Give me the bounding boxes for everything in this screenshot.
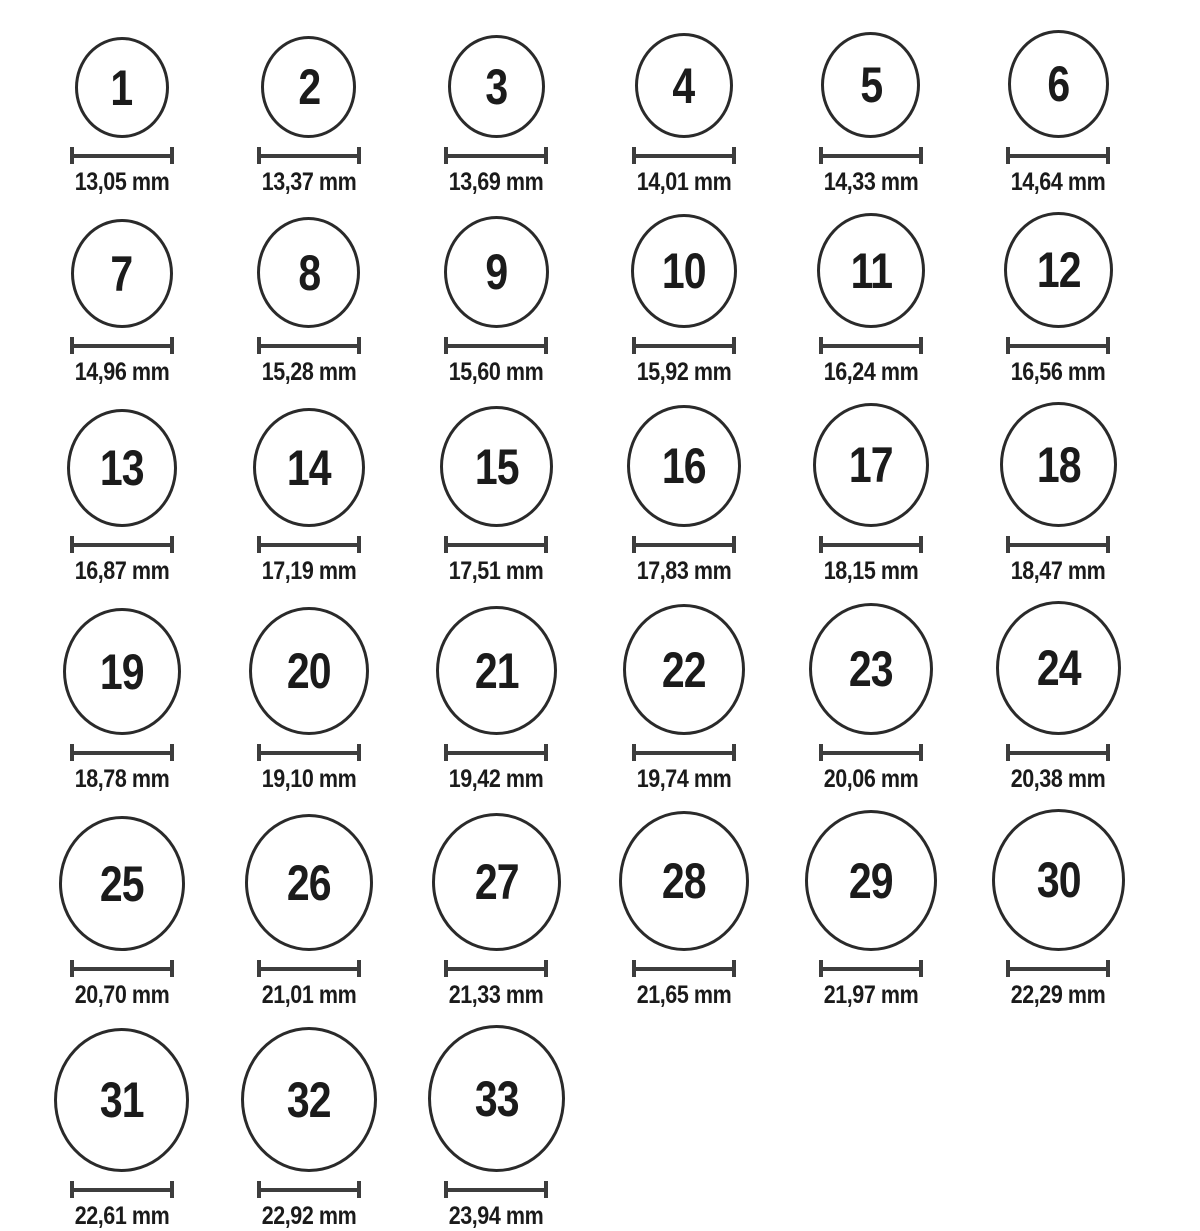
measure-cap-right xyxy=(170,1181,174,1198)
diameter-label: 13,05 mm xyxy=(74,168,169,196)
diameter-measure-line xyxy=(257,1181,361,1198)
ring-circle xyxy=(59,816,185,951)
chart-row xyxy=(28,601,1152,794)
measure-bar xyxy=(74,967,170,971)
measure-cap-right xyxy=(919,337,923,354)
ring-size-item xyxy=(629,33,739,197)
measure-bar xyxy=(823,967,919,971)
ring-size-number: 2 xyxy=(297,59,320,115)
ring-size-item xyxy=(253,408,365,586)
ring-size-item xyxy=(1000,402,1117,586)
diameter-measure-line xyxy=(1006,960,1110,977)
measure-bar xyxy=(823,751,919,755)
ring-size-item xyxy=(816,213,926,387)
diameter-label: 13,69 mm xyxy=(449,168,544,196)
ring-size-number: 15 xyxy=(474,438,519,495)
ring-size-number: 14 xyxy=(286,439,331,496)
ring-circle xyxy=(71,219,173,328)
ring-size-item xyxy=(440,406,553,586)
ring-size-item xyxy=(809,603,933,794)
ring-circle xyxy=(817,213,925,328)
ring-circle xyxy=(623,604,745,735)
diameter-label: 22,61 mm xyxy=(74,1202,169,1230)
ring-size-item xyxy=(254,36,364,197)
ring-circle xyxy=(75,37,169,138)
ring-size-number: 9 xyxy=(485,244,508,300)
diameter-label: 17,51 mm xyxy=(449,557,544,585)
ring-size-item xyxy=(67,219,177,387)
chart-row xyxy=(28,809,1152,1010)
measure-cap-right xyxy=(544,536,548,553)
ring-circle xyxy=(428,1025,565,1172)
diameter-measure-line xyxy=(632,536,736,553)
diameter-label: 23,94 mm xyxy=(449,1202,544,1230)
measure-bar xyxy=(1010,967,1106,971)
ring-size-item xyxy=(67,409,177,586)
measure-bar xyxy=(74,154,170,158)
diameter-label: 18,78 mm xyxy=(74,765,169,793)
measure-cap-right xyxy=(170,744,174,761)
diameter-label: 19,10 mm xyxy=(261,765,357,793)
ring-size-item xyxy=(54,1028,189,1231)
ring-size-number: 17 xyxy=(848,437,893,493)
ring-size-number: 30 xyxy=(1036,852,1081,908)
diameter-measure-line xyxy=(257,147,361,164)
measure-cap-right xyxy=(732,536,736,553)
measure-bar xyxy=(1010,344,1106,348)
diameter-label: 17,83 mm xyxy=(636,557,731,585)
diameter-measure-line xyxy=(70,536,174,553)
measure-bar xyxy=(448,1188,544,1192)
measure-bar xyxy=(1010,154,1106,158)
measure-cap-right xyxy=(170,337,174,354)
ring-size-number: 21 xyxy=(474,642,519,699)
ring-size-number: 20 xyxy=(286,643,331,699)
ring-circle xyxy=(992,809,1125,951)
diameter-measure-line xyxy=(819,960,923,977)
measure-bar xyxy=(74,344,170,348)
ring-size-number: 23 xyxy=(848,641,893,697)
diameter-label: 16,87 mm xyxy=(74,557,169,585)
ring-circle xyxy=(63,608,181,735)
measure-cap-right xyxy=(732,744,736,761)
measure-cap-right xyxy=(170,147,174,164)
diameter-measure-line xyxy=(257,960,361,977)
diameter-measure-line xyxy=(444,1181,548,1198)
ring-circle xyxy=(635,33,733,138)
ring-size-number: 18 xyxy=(1036,436,1081,493)
diameter-label: 20,38 mm xyxy=(1011,765,1106,793)
ring-size-number: 6 xyxy=(1047,56,1070,112)
measure-bar xyxy=(448,751,544,755)
diameter-label: 20,70 mm xyxy=(74,981,169,1009)
ring-size-item xyxy=(992,809,1125,1010)
measure-bar xyxy=(636,154,732,158)
ring-circle xyxy=(809,603,933,735)
diameter-measure-line xyxy=(1006,536,1110,553)
diameter-label: 16,56 mm xyxy=(1011,358,1106,386)
measure-cap-right xyxy=(357,337,361,354)
diameter-label: 21,65 mm xyxy=(636,981,731,1009)
ring-size-number: 31 xyxy=(99,1072,144,1128)
ring-circle xyxy=(627,405,741,527)
ring-circle xyxy=(805,810,937,951)
ring-size-item xyxy=(432,813,561,1010)
diameter-measure-line xyxy=(819,744,923,761)
measure-cap-right xyxy=(732,960,736,977)
diameter-label: 19,42 mm xyxy=(449,765,544,793)
measure-bar xyxy=(448,967,544,971)
diameter-measure-line xyxy=(257,337,361,354)
ring-circle xyxy=(245,814,373,951)
diameter-measure-line xyxy=(70,744,174,761)
ring-size-item xyxy=(241,1027,377,1231)
ring-circle xyxy=(1000,402,1117,527)
measure-cap-right xyxy=(544,1181,548,1198)
measure-cap-right xyxy=(1106,536,1110,553)
measure-cap-right xyxy=(357,536,361,553)
ring-size-number: 4 xyxy=(672,57,695,114)
diameter-label: 16,24 mm xyxy=(823,358,919,386)
ring-size-item xyxy=(629,214,739,387)
diameter-measure-line xyxy=(1006,147,1110,164)
measure-bar xyxy=(261,344,357,348)
ring-circle xyxy=(1004,212,1113,328)
ring-size-number: 12 xyxy=(1036,242,1081,298)
ring-size-item xyxy=(249,607,369,794)
diameter-label: 15,60 mm xyxy=(449,358,544,386)
measure-cap-right xyxy=(919,744,923,761)
measure-bar xyxy=(636,967,732,971)
diameter-measure-line xyxy=(257,536,361,553)
ring-size-number: 11 xyxy=(850,242,892,299)
ring-size-number: 33 xyxy=(474,1070,519,1127)
ring-size-item xyxy=(805,810,937,1010)
ring-circle xyxy=(821,32,920,138)
diameter-label: 21,97 mm xyxy=(823,981,919,1009)
measure-bar xyxy=(448,543,544,547)
ring-size-number: 16 xyxy=(661,438,706,494)
ring-size-item xyxy=(67,37,177,197)
chart-row xyxy=(28,212,1152,387)
ring-size-number: 26 xyxy=(286,854,331,911)
ring-size-number: 7 xyxy=(110,245,133,302)
ring-circle xyxy=(253,408,365,527)
measure-bar xyxy=(74,751,170,755)
ring-size-number: 10 xyxy=(661,243,706,299)
measure-bar xyxy=(1010,751,1106,755)
ring-circle xyxy=(436,606,557,735)
diameter-measure-line xyxy=(632,960,736,977)
diameter-measure-line xyxy=(70,960,174,977)
measure-bar xyxy=(636,751,732,755)
ring-size-number: 28 xyxy=(661,853,706,909)
measure-cap-right xyxy=(357,147,361,164)
ring-size-number: 8 xyxy=(297,244,320,301)
ring-size-item xyxy=(245,814,373,1010)
diameter-label: 15,28 mm xyxy=(261,358,357,386)
measure-cap-right xyxy=(544,744,548,761)
diameter-label: 21,01 mm xyxy=(261,981,357,1009)
measure-cap-right xyxy=(544,147,548,164)
diameter-label: 22,29 mm xyxy=(1011,981,1106,1009)
measure-bar xyxy=(823,543,919,547)
ring-size-item xyxy=(813,403,929,586)
ring-size-item xyxy=(436,606,557,794)
ring-size-number: 25 xyxy=(99,855,144,912)
ring-circle xyxy=(241,1027,377,1172)
ring-size-number: 24 xyxy=(1036,640,1081,696)
measure-cap-right xyxy=(732,147,736,164)
measure-bar xyxy=(1010,543,1106,547)
ring-circle xyxy=(67,409,177,527)
diameter-label: 14,96 mm xyxy=(74,358,169,386)
diameter-measure-line xyxy=(444,536,548,553)
diameter-measure-line xyxy=(70,147,174,164)
measure-cap-right xyxy=(357,960,361,977)
ring-size-number: 19 xyxy=(99,643,144,700)
diameter-label: 17,19 mm xyxy=(261,557,357,585)
ring-circle xyxy=(631,214,737,328)
measure-cap-right xyxy=(1106,337,1110,354)
measure-cap-right xyxy=(1106,147,1110,164)
measure-cap-right xyxy=(919,147,923,164)
diameter-label: 14,01 mm xyxy=(636,168,731,196)
measure-bar xyxy=(74,543,170,547)
measure-bar xyxy=(636,344,732,348)
ring-circle xyxy=(619,811,749,951)
ring-circle xyxy=(813,403,929,527)
diameter-label: 15,92 mm xyxy=(636,358,731,386)
chart-row xyxy=(28,1025,1152,1231)
diameter-label: 18,47 mm xyxy=(1011,557,1106,585)
measure-bar xyxy=(261,543,357,547)
measure-cap-right xyxy=(357,744,361,761)
measure-cap-right xyxy=(1106,960,1110,977)
ring-circle xyxy=(257,217,360,328)
ring-circle xyxy=(1008,30,1109,138)
diameter-label: 21,33 mm xyxy=(449,981,544,1009)
diameter-measure-line xyxy=(632,744,736,761)
diameter-measure-line xyxy=(70,337,174,354)
measure-bar xyxy=(261,751,357,755)
diameter-label: 14,33 mm xyxy=(823,168,919,196)
chart-row xyxy=(28,30,1152,197)
diameter-label: 22,92 mm xyxy=(261,1202,357,1230)
measure-cap-right xyxy=(170,960,174,977)
ring-size-item xyxy=(1003,30,1113,197)
ring-size-number: 29 xyxy=(848,852,893,909)
diameter-measure-line xyxy=(632,337,736,354)
ring-size-item xyxy=(996,601,1121,794)
ring-size-item xyxy=(619,811,749,1010)
diameter-measure-line xyxy=(819,536,923,553)
measure-cap-right xyxy=(919,536,923,553)
ring-circle xyxy=(448,35,545,138)
ring-circle xyxy=(54,1028,189,1172)
diameter-label: 20,06 mm xyxy=(823,765,919,793)
diameter-measure-line xyxy=(1006,337,1110,354)
diameter-label: 19,74 mm xyxy=(636,765,731,793)
measure-bar xyxy=(261,154,357,158)
ring-size-number: 22 xyxy=(661,641,706,698)
diameter-measure-line xyxy=(444,147,548,164)
diameter-measure-line xyxy=(632,147,736,164)
ring-size-item xyxy=(1003,212,1113,387)
ring-size-number: 5 xyxy=(859,57,882,113)
measure-bar xyxy=(261,1188,357,1192)
ring-circle xyxy=(432,813,561,951)
ring-size-item xyxy=(441,216,551,387)
measure-cap-right xyxy=(544,960,548,977)
diameter-measure-line xyxy=(444,960,548,977)
measure-cap-right xyxy=(170,536,174,553)
ring-size-item xyxy=(816,32,926,197)
diameter-measure-line xyxy=(819,147,923,164)
diameter-measure-line xyxy=(1006,744,1110,761)
measure-cap-right xyxy=(544,337,548,354)
measure-bar xyxy=(823,344,919,348)
ring-size-item xyxy=(623,604,745,794)
ring-size-number: 32 xyxy=(286,1071,331,1128)
measure-bar xyxy=(448,344,544,348)
diameter-label: 14,64 mm xyxy=(1011,168,1106,196)
measure-cap-right xyxy=(732,337,736,354)
measure-cap-right xyxy=(1106,744,1110,761)
ring-size-item xyxy=(63,608,181,794)
chart-row xyxy=(28,402,1152,586)
measure-cap-right xyxy=(919,960,923,977)
ring-size-number: 27 xyxy=(474,854,519,910)
diameter-measure-line xyxy=(444,744,548,761)
ring-size-item xyxy=(441,35,551,197)
ring-size-item xyxy=(627,405,741,586)
ring-size-item xyxy=(59,816,185,1010)
measure-bar xyxy=(261,967,357,971)
diameter-label: 18,15 mm xyxy=(823,557,919,585)
ring-circle xyxy=(261,36,356,138)
diameter-measure-line xyxy=(257,744,361,761)
measure-bar xyxy=(74,1188,170,1192)
measure-bar xyxy=(448,154,544,158)
ring-circle xyxy=(249,607,369,735)
ring-size-number: 3 xyxy=(485,58,508,115)
diameter-measure-line xyxy=(70,1181,174,1198)
ring-size-item xyxy=(254,217,364,387)
ring-size-number: 1 xyxy=(110,59,133,116)
measure-bar xyxy=(823,154,919,158)
ring-size-number: 13 xyxy=(99,440,144,496)
diameter-label: 13,37 mm xyxy=(261,168,357,196)
measure-cap-right xyxy=(357,1181,361,1198)
ring-size-item xyxy=(428,1025,565,1231)
ring-circle xyxy=(444,216,549,328)
diameter-measure-line xyxy=(819,337,923,354)
ring-circle xyxy=(440,406,553,527)
measure-bar xyxy=(636,543,732,547)
ring-circle xyxy=(996,601,1121,735)
diameter-measure-line xyxy=(444,337,548,354)
